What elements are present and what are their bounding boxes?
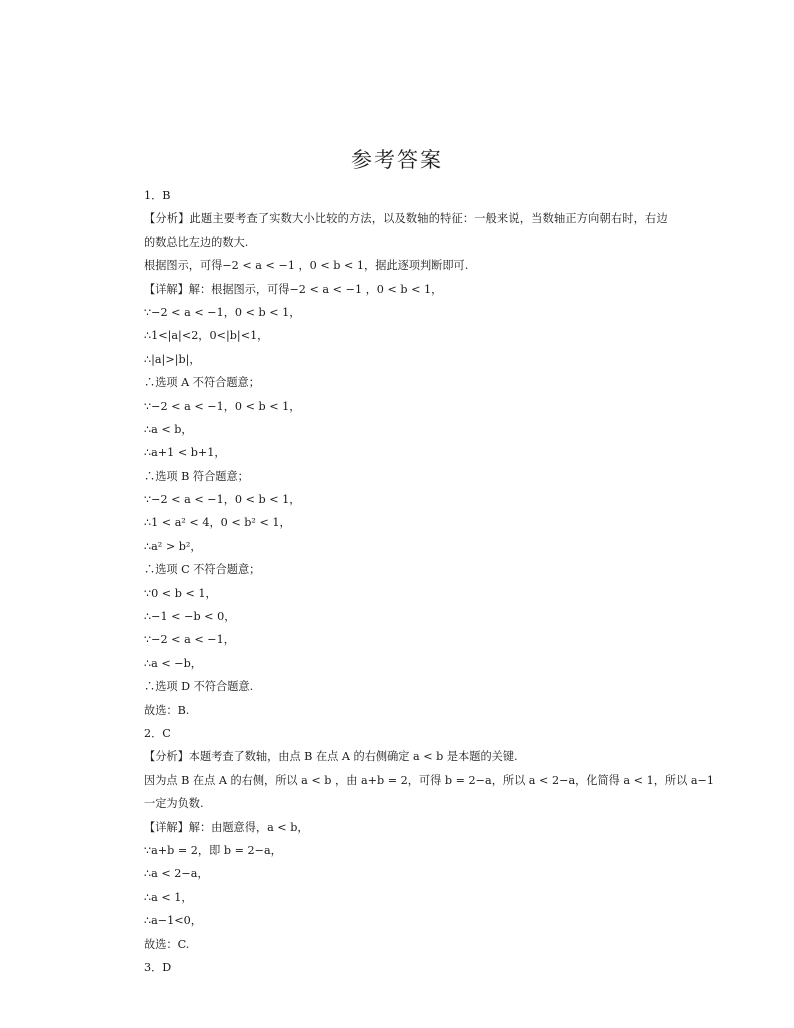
- text-line: 【分析】本题考查了数轴，由点 B 在点 A 的右侧确定 a < b 是本题的关键.: [144, 750, 518, 764]
- text-line: ∵0 < b < 1，: [144, 586, 217, 600]
- text-line: 根据图示，可得−2 < a < −1 ，0 < b < 1，据此逐项判断即可.: [144, 259, 469, 273]
- text-line: ∴1 < a² < 4，0 < b² < 1，: [144, 516, 291, 530]
- text-line: ∴a < 2−a，: [144, 867, 209, 881]
- page-title: 参考答案: [351, 148, 443, 172]
- text-line: ∴a < 1，: [144, 890, 193, 904]
- text-line: ∴a² > b²，: [144, 539, 202, 553]
- text-line: ∴选项 C 不符合题意；: [144, 563, 261, 577]
- text-line: 【分析】此题主要考查了实数大小比较的方法，以及数轴的特征：一般来说，当数轴正方向朝右时，右边: [144, 212, 668, 226]
- text-line: 故选：C.: [144, 937, 190, 951]
- text-line: 故选：B.: [144, 703, 190, 717]
- text-line: ∴1<|a|<2，0<|b|<1，: [144, 329, 269, 343]
- text-line: 一定为负数.: [144, 797, 204, 811]
- text-line: ∴−1 < −b < 0，: [144, 610, 236, 624]
- text-line: ∴|a|>|b|，: [144, 352, 201, 366]
- text-line: ∴a+1 < b+1，: [144, 446, 226, 460]
- text-line: 【详解】解：根据图示，可得−2 < a < −1 ，0 < b < 1，: [144, 282, 443, 296]
- text-line: ∵−2 < a < −1，0 < b < 1，: [144, 493, 301, 507]
- text-line: 【详解】解：由题意得，a < b，: [144, 820, 309, 834]
- text-line: ∴选项 D 不符合题意.: [144, 680, 254, 694]
- text-line: ∴选项 B 符合题意；: [144, 469, 249, 483]
- text-line: ∵a+b = 2，即 b = 2−a，: [144, 843, 282, 857]
- text-line: ∵−2 < a < −1，0 < b < 1，: [144, 305, 301, 319]
- text-line: 的数总比左边的数大.: [144, 235, 249, 249]
- text-line: ∴选项 A 不符合题意；: [144, 376, 260, 390]
- text-line: 3．D: [144, 960, 172, 974]
- text-line: ∵−2 < a < −1，: [144, 633, 235, 647]
- text-line: ∴a < −b，: [144, 656, 202, 670]
- answer-text-block: [144, 184, 724, 979]
- text-line: ∴a < b，: [144, 422, 193, 436]
- text-line: ∵−2 < a < −1，0 < b < 1，: [144, 399, 301, 413]
- text-line: 2．C: [144, 726, 171, 740]
- text-line: 因为点 B 在点 A 的右侧，所以 a < b ，由 a+b = 2，可得 b = 2−a，所以 a < 2−a，化简得 a < 1，所以 a−1: [144, 773, 714, 787]
- text-line: 1．B: [144, 189, 171, 202]
- text-line: ∴a−1<0，: [144, 914, 202, 928]
